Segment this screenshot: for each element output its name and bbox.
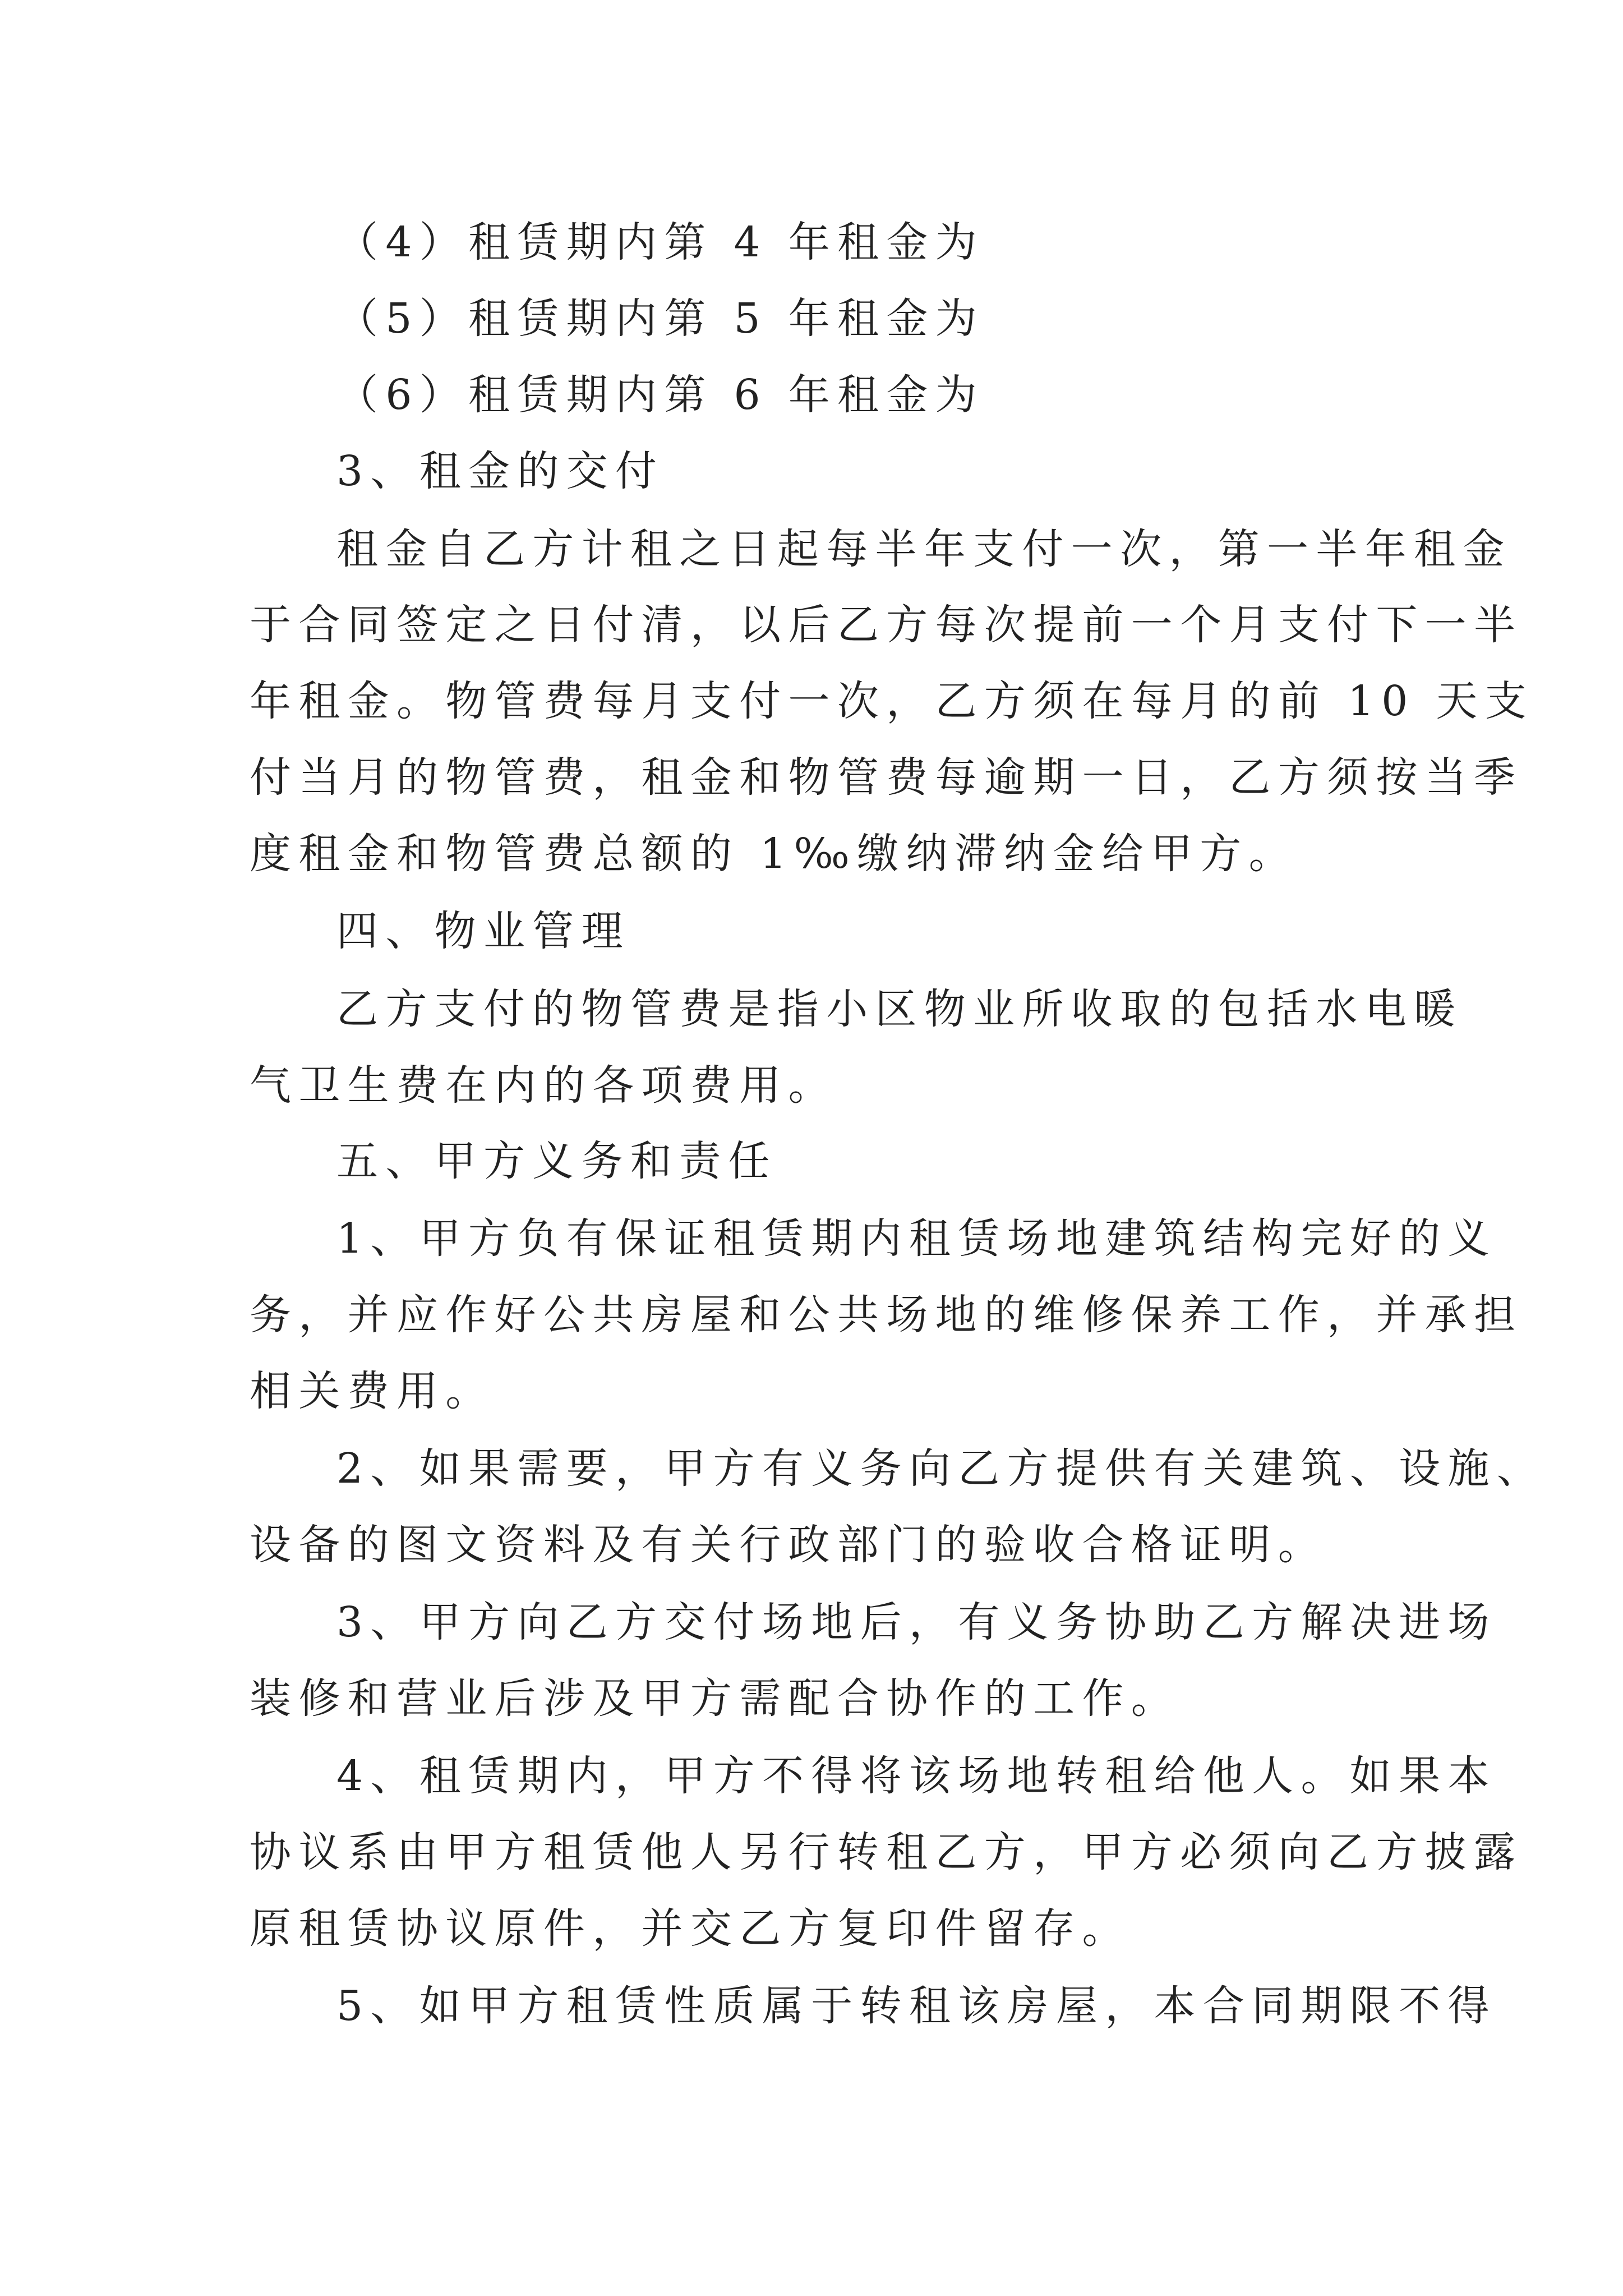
text-line: 度租金和物管费总额的 1‰缴纳滞纳金给甲方。 <box>250 830 1298 878</box>
text-line: 协议系由甲方租赁他人另行转租乙方，甲方必须向乙方披露 <box>250 1828 1523 1876</box>
text-line: 3、甲方向乙方交付场地后，有义务协助乙方解决进场 <box>336 1598 1497 1646</box>
text-line: 租金自乙方计租之日起每半年支付一次，第一半年租金 <box>336 525 1512 573</box>
text-line: 年租金。物管费每月支付一次，乙方须在每月的前 10 天支 <box>250 677 1534 725</box>
text-line: 2、如果需要，甲方有义务向乙方提供有关建筑、设施、 <box>336 1444 1546 1493</box>
section-heading: 四、物业管理 <box>336 907 630 955</box>
text-line: 乙方支付的物管费是指小区物业所收取的包括水电暖 <box>336 985 1463 1033</box>
text-line: （5）租赁期内第 5 年租金为 <box>336 295 985 343</box>
text-line: 气卫生费在内的各项费用。 <box>250 1061 837 1110</box>
text-line: 原租赁协议原件，并交乙方复印件留存。 <box>250 1904 1131 1953</box>
text-line: （6）租赁期内第 6 年租金为 <box>336 371 985 419</box>
text-line: 付当月的物管费，租金和物管费每逾期一日，乙方须按当季 <box>250 753 1523 802</box>
section-heading: 3、租金的交付 <box>336 447 665 495</box>
text-line: （4）租赁期内第 4 年租金为 <box>336 218 985 266</box>
text-line: 装修和营业后涉及甲方需配合协作的工作。 <box>250 1674 1181 1723</box>
text-line: 5、如甲方租赁性质属于转租该房屋，本合同期限不得 <box>336 1982 1497 2030</box>
text-line: 1、甲方负有保证租赁期内租赁场地建筑结构完好的义 <box>336 1214 1497 1263</box>
text-line: 相关费用。 <box>250 1367 495 1415</box>
section-heading: 五、甲方义务和责任 <box>336 1137 777 1185</box>
text-line: 于合同签定之日付清，以后乙方每次提前一个月支付下一半 <box>250 601 1523 649</box>
text-line: 务，并应作好公共房屋和公共场地的维修保养工作，并承担 <box>250 1291 1523 1339</box>
text-line: 设备的图文资料及有关行政部门的验收合格证明。 <box>250 1521 1327 1569</box>
text-line: 4、租赁期内，甲方不得将该场地转租给他人。如果本 <box>336 1752 1497 1800</box>
